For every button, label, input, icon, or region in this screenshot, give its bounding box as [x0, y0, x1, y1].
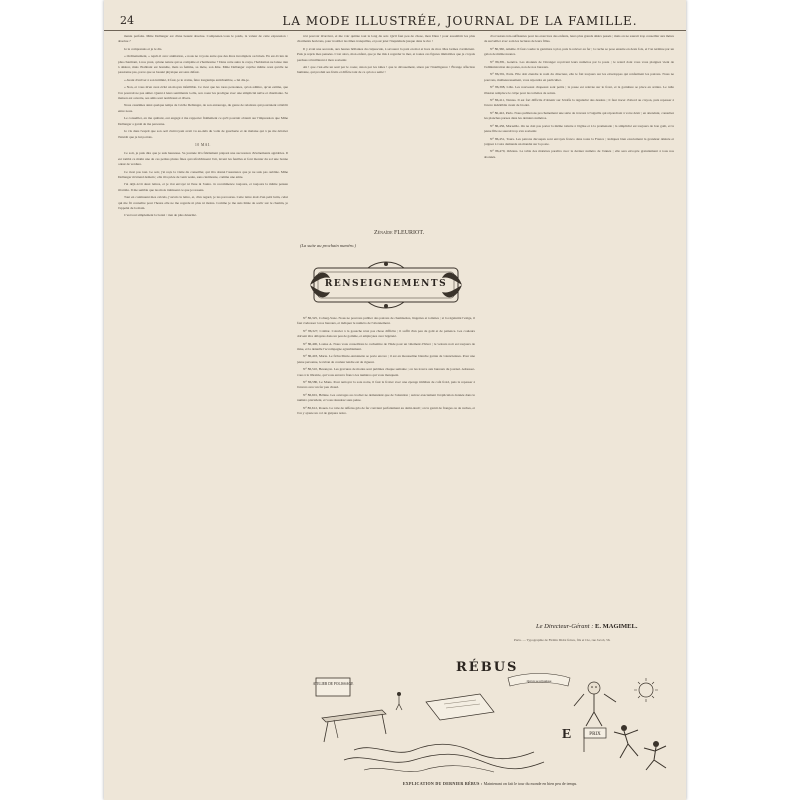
story-paragraph: Nous causâmes ainsi quelque temps de Cécile Dellanger, de son entourage, du genre de relations qui pourraient s'établir entre nous. — [118, 103, 288, 113]
story-paragraph: J'ai déjà écrit deux lettres, et je n'ai envoyé ni l'une ni l'autre. Je recommence toujours, et toujours la même pensée m'arrête. Il me semble que les mots trahissent ce que je ressens. — [118, 182, 288, 192]
story-paragraph: Tout en continuant mes calculs, j'ouvris la lettre, et, d'un regard, je les parcourus. Cette lettre était d'un petit lutin, celui qui me fit connaître pour l'heure elle ne me regarde ni plus ni moins. Comme je me suis hâtée de sortir sur le chemin, je l'appelai de la main. — [118, 195, 288, 210]
story-paragraph: menie parfaite. Mme Dellanger est d'une beauté absolue. Comprenez-vous le poids, la valeur de cette expression : absolue ? — [118, 34, 288, 44]
answer-paragraph: d'occasions très-suffisantes pour les exercices des enfants, leurs plus grands désirs passés ; mais on ne saurait trop conseiller aux mères de surveiller avec soin les lectures de leurs filles. — [484, 34, 674, 44]
page-header — [104, 12, 686, 31]
author-signature: Zénaïde FLEURIOT. — [374, 230, 425, 236]
answer-paragraph: N° 86,327, Colmar. Colorier à la gouache n'est pas chose difficile ; il suffit d'un peu de goût et de patience. Les couleurs doivent être délayées dans un peu de gomme, et employées avec légèreté. — [297, 328, 475, 339]
story-paragraph: C'est tout simplement la bonté : rien de plus désarmé. — [124, 213, 197, 218]
answer-paragraph: N° 86,325, Coburg-Saxe. Nous ne pouvons publier des patrons de chemisettes, lingeries et toilettes ; si la régularité l'exige, il faut s'adresser à nos bureaux, et indiquer le numéro de l'abonnement. — [297, 316, 475, 326]
printer-line: Paris. — Typographie de Firmin Didot frères, fils et Cie, rue Jacob, 56. — [514, 638, 611, 642]
answer-paragraph: N° 86,612, Rouen. La robe de taffetas gris de fer convient parfaitement au demi-deuil ; on la garnit de franges ou de ruches, et l'on y ajoute un col de guipure noire. — [297, 405, 475, 416]
director-signature — [536, 623, 637, 630]
answer-paragraph: N° 86,391, Paris. Elle doit étendre le nom du directeur, elle le fait toujours sur les enveloppes qui renferment les patrons. Nous ne pouvons, malheureusement, vous répondre en particulier. — [484, 72, 674, 82]
continuation-note: (La suite au prochain numéro.) — [300, 243, 357, 248]
director-label: Le Directeur-Gérant : — [536, 623, 594, 630]
answer-paragraph: N° 86,360, Amélie. Il faut coudre la garniture à plat, puis la relever au fer ; la ruche se pose ensuite en deux fois, et l'on termine par un galon de même nuance. — [484, 46, 674, 57]
story-paragraph: Le conseiller, en me quittant, eut engagé à me rapporter fidèlement ce qu'il pourrait obtenir sur l'impression que Mme Dellanger a gardé de ma personne. — [118, 116, 288, 126]
story-paragraph: Ah ! que c'est-elle un seul par le coeur, sinon par les idées ! que le dévouement, sinon par l'intelligence ! Étrange affection humaine, qui produit ses fruits et diffère tant de ce qu'on a semé ! — [297, 65, 475, 75]
answers-column-right — [484, 34, 674, 652]
rebus-caption — [300, 781, 680, 786]
rebus-caption-label: EXPLICATION DU DERNIER RÉBUS : — [402, 781, 483, 786]
answer-paragraph: N° 86,451, Tours. Les patrons découpés sont envoyés franco dans toute la France ; indiquez bien exactement la grandeur désirée et joignez à votre demande un mandat sur la poste. — [484, 136, 674, 146]
rebus-illustration — [294, 672, 680, 782]
newspaper-page — [104, 0, 686, 800]
answer-paragraph: N° 86,422, Paris. Nous publierons prochainement une série de travaux à l'aiguille qui répondront à votre désir ; en attendant, consultez les planches parues dans les derniers numéros. — [484, 110, 674, 121]
running-title: LA MODE ILLUSTRÉE, JOURNAL DE LA FAMILLE. — [282, 14, 638, 28]
story-paragraph: « Non, et vous m'en avez évité un moyen infaillible. Ce n'est que les rares personnes, qu'on admire, qu'on estime, que l'on pourrait ne pas aimer. Quant à leurs sentiments à elle, son coeur les prodigue avec une simplicité naïve et charmante. Sa maison est ouverte, ses amis sont nombreux et divers. — [118, 85, 288, 101]
answer-paragraph: N° 86,436, Marseille. On ne doit pas porter la même toilette à l'église et à la promenade ; la simplicité est toujours de bon goût, et la jeune fille ne saurait trop s'en souvenir. — [484, 123, 674, 134]
answer-paragraph: N° 86,381, Genève. Les abonnés de l'étranger reçoivent leurs numéros par la poste ; le retard dont vous vous plaignez vient de l'administration des postes, non de nos bureaux. — [484, 59, 674, 70]
story-date-subheading: 10 MAI. — [195, 142, 211, 147]
answer-paragraph: N° 86,398, Lille. Les nouveaux chapeaux sont petits ; la passe est relevée sur le front, et la garniture se place en arrière. Le tulle illusion remplace le crêpe pour les toilettes de soirée. — [484, 85, 674, 95]
story-column-left — [118, 34, 288, 794]
story-column-middle — [297, 34, 475, 230]
renseignements-column — [297, 316, 475, 648]
page-number: 24 — [120, 14, 134, 27]
director-name: E. MAGIMEL. — [595, 623, 638, 630]
answer-paragraph: N° 86,580, Le Mans. Pour nettoyer la soie noire, il faut la frotter avec une éponge imbibée de café froid, puis la repasser à l'envers avec un fer peu chaud. — [297, 380, 475, 390]
answer-paragraph: N° 86,601, Hélène. Les ouvrages au crochet ne demandent que de l'attention ; suivez exactement l'explication donnée dans le numéro précédent, et vous réussirez sans peine. — [297, 392, 475, 403]
story-paragraph: n'ai pouvoir m'arriver, et me voir quittée tout le long du soir. Qu'il faut peu de chose, mon Dieu ! pour assombrir les plus charmants horizons, pour troubler les âmes tranquilles, et pour jeter l'inquiétude jusque dans le rire ! — [297, 34, 475, 44]
rebus-caption-text: Maintenant on fait le tour du monde en bien peu de temps. — [483, 781, 578, 786]
story-paragraph: « Avant d'arriver à son intimité, il faut, je le crains, faire longtemps antichambre, » lui dis-je. — [124, 77, 250, 82]
renseignements-title: RENSEIGNEMENTS — [324, 279, 448, 289]
renseignements-header — [308, 260, 464, 310]
answer-paragraph: N° 86,400, Louise A. Nous vous conseillons le cachemire de l'Inde pour un vêtement d'hiver ; le velours noir est toujours de mise, et la dentelle l'accompagne agréablement. — [297, 341, 475, 352]
story-paragraph: Ce n'est pas tout. Le soir, j'ai reçu la visite du conseiller, qui m'a donné l'assurance que je ne suis pas oubliée. Mme Dellanger m'attend demain ; elle m'a priée de venir seule, sans cérémonie, comme une amie. — [118, 169, 288, 179]
answer-paragraph: N° 86,510, Besançon. Les gravures de modes sont publiées chaque semaine ; on les trouve aux bureaux du journal. Adressez-vous à la librairie, qui vous enverra franco les numéros qui vous manquent. — [297, 367, 475, 377]
rebus-title: RÉBUS — [456, 660, 519, 675]
story-paragraph: « Ordinairement, » reprit-il avec animation, « nous ne voyons autre que des êtres incomplets ou brisés. En est-il rien de plus charmant, à nos yeux, qu'une nature qui se complète et s'harmonise ? Dans cette autre le corps, l'habitation ne laisse rien à désirer, mais l'habitant est honnête, mais sa femme, sa mère, son âme. Mme Dellanger captive même ceux qu'elle ne passionne pas, parce que sa beauté physique est sans défaut. — [118, 54, 288, 75]
story-paragraph: Il y avait une seconde, aux heures brûlantes du crépuscule, à savourer la paix en moi et hors de moi. Mes larmes s'arrêtèrent. Puis je repris mes pensées. C'est alors, mon enfant, que je me mis à regarder la mer, et toutes ces figures immobiles que je croyais perdues s'éveillèrent à mon souvenir. — [297, 46, 475, 62]
rebus-banner-text: Qu'on se réjouisse — [526, 679, 552, 683]
story-paragraph: Je vis dans l'esprit que son oeil clairvoyant avait vu au-delà du voile de gaucherie et de malaise qui à pu me dérober l'intérêt que je lui portais. — [118, 129, 288, 139]
answer-paragraph: N° 86,403, Marie. Le fichu Marie-Antoinette se porte encore ; il est en mousseline blanche garnie de valenciennes. Pour une jeune personne, le ruban de couleur tendre est de rigueur. — [297, 354, 475, 364]
answer-paragraph: N° 86,411, Nantes. Il est fort difficile d'obtenir sur l'étoffe la régularité des dessins ; il faut tracer d'abord au crayon, puis repasser à l'encre indélébile avant de broder. — [484, 98, 674, 108]
story-paragraph: Ce soir, je puis dire que je suis heureuse. Sa journée m'a fidèlement préparé une succession d'événements agréables. Il est tombé ce matin une de ces petites pluies fines qui rafraîchissent l'air, lavent les feuilles et font monter du sol une bonne odeur de verdure. — [118, 151, 288, 167]
rebus-flag-text: PRIX — [589, 732, 601, 737]
rebus-sign-text: ATELIER DE POLISSAGE — [312, 682, 354, 686]
story-paragraph: Je le comprenais et je le dis. — [124, 46, 163, 51]
rebus-letter-e: E — [562, 727, 572, 742]
answer-paragraph: N° 86,470, Orléans. La table des matières paraîtra avec le dernier numéro de l'année ; elle sera envoyée gratuitement à tous nos abonnés. — [484, 149, 674, 159]
